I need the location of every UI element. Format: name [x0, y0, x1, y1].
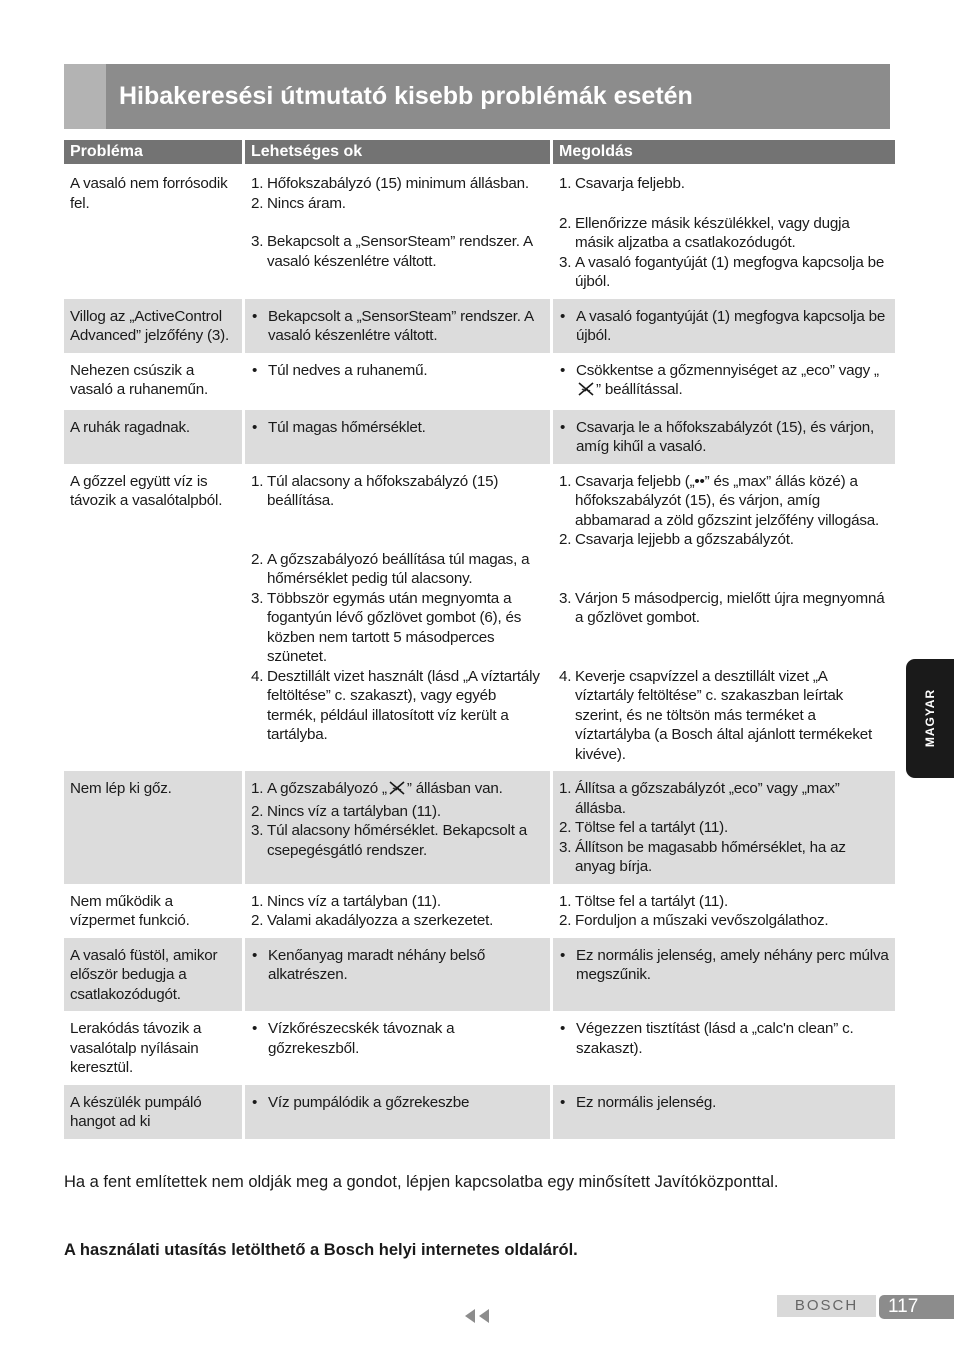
list-item	[251, 418, 544, 438]
page-title: Hibakeresési útmutató kisebb problémák esetén	[119, 82, 693, 110]
item-number: 3.	[559, 253, 572, 271]
item-number: 1.	[559, 472, 572, 490]
item-text: Ellenőrizze másik készülékkel, vagy dugja másik aljzatba a csatlakozódugót.	[575, 214, 850, 251]
language-tab	[906, 659, 954, 778]
item-text: Állítson be magasabb hőmérséklet, ha az anyag bírja.	[575, 838, 846, 875]
item-number: 1.	[559, 892, 572, 910]
crossed-steam-icon	[387, 780, 407, 802]
item-number: 1.	[251, 780, 264, 797]
list-item	[251, 550, 544, 589]
table-row	[64, 1085, 895, 1139]
cause-cell	[245, 938, 550, 1012]
table-row	[64, 464, 895, 772]
table-row	[64, 771, 895, 884]
item-text: A gőzszabályozó beállítása túl magas, a hőmérséklet pedig túl alacsony.	[267, 550, 530, 587]
item-text: Túl magas hőmérséklet.	[268, 418, 426, 436]
problem-text: Nem működik a vízpermet funkció.	[70, 892, 190, 929]
item-text: Nincs víz a tartályban (11).	[267, 892, 441, 910]
item-number: 2.	[251, 802, 264, 820]
table-row	[64, 938, 895, 1012]
bullet: •	[560, 946, 566, 964]
list-item	[251, 892, 544, 912]
list-item	[559, 174, 889, 194]
item-text: Túl alacsony a hőfokszabályzó (15) beállítása.	[267, 472, 499, 509]
item-text: Csavarja feljebb.	[575, 175, 685, 192]
list-item	[559, 361, 889, 403]
problem-text: A ruhák ragadnak.	[70, 418, 190, 436]
item-text: Töltse fel a tartályt (11).	[575, 819, 729, 836]
list-item	[559, 472, 889, 531]
bullet: •	[252, 361, 258, 379]
list-item	[251, 472, 544, 511]
item-text: Nincs víz a tartályban (11).	[267, 802, 441, 820]
item-text	[576, 361, 889, 403]
solution-cell	[553, 938, 895, 1012]
item-text: Kenőanyag maradt néhány belső alkatrészen.	[268, 946, 486, 983]
brand-label: BOSCH	[777, 1295, 876, 1317]
list-item	[251, 1019, 544, 1058]
problem-cell	[64, 464, 242, 772]
item-number: 1.	[559, 175, 572, 192]
problem-text: A vasaló nem forrósodik fel.	[70, 175, 228, 212]
problem-cell	[64, 164, 242, 299]
table-row	[64, 1011, 895, 1085]
item-number: 4.	[559, 667, 572, 685]
problem-text: A vasaló füstöl, amikor először bedugja a csatlakozódugót.	[70, 946, 218, 1003]
cause-cell	[245, 464, 550, 772]
bullet: •	[560, 1020, 566, 1037]
table-row	[64, 353, 895, 410]
problem-text: A készülék pumpáló hangot ad ki	[70, 1093, 202, 1130]
item-text-part: ” állásban van.	[406, 780, 503, 797]
item-text: Keverje csapvízzel a desztillált vizet „A víztartály feltöltése” c. szakaszban leírtak szerint, és ne töltsön más terméket a víztartályba (a Bosch által ajánlott termékeket kivéve).	[575, 667, 873, 763]
problem-text: Nehezen csúszik a vasaló a ruhaneműn.	[70, 361, 209, 398]
item-number: 2.	[559, 531, 572, 548]
list-item	[251, 194, 544, 214]
bullet: •	[252, 418, 258, 436]
item-number: 3.	[559, 589, 572, 607]
list-item	[251, 1093, 544, 1113]
solution-cell	[553, 464, 895, 772]
list-item	[251, 589, 544, 667]
problem-cell	[64, 1085, 242, 1139]
title-accent	[64, 64, 106, 129]
cause-cell	[245, 1085, 550, 1139]
bullet: •	[252, 1020, 258, 1037]
bullet: •	[560, 361, 566, 379]
troubleshooting-table	[61, 140, 898, 1139]
item-number: 2.	[251, 550, 264, 568]
list-item	[559, 892, 889, 912]
download-note: A használati utasítás letölthető a Bosch helyi internetes oldaláról.	[64, 1241, 578, 1259]
bullet: •	[252, 946, 258, 964]
cause-cell	[245, 771, 550, 884]
item-number: 2.	[559, 912, 572, 929]
item-text: Desztillált vizet használt (lásd „A víztartály feltöltése” c. szakaszt), vagy egyéb termék, például illatosított víz került a tartályba.	[267, 667, 540, 743]
bullet: •	[560, 1093, 566, 1111]
list-item	[559, 253, 889, 292]
list-item	[559, 1093, 889, 1113]
solution-cell	[553, 299, 895, 353]
problem-cell	[64, 353, 242, 410]
table-row	[64, 164, 895, 299]
item-text: Végezzen tisztítást (lásd a „calc'n clean” c. szakaszt).	[576, 1020, 854, 1057]
list-item	[251, 174, 544, 194]
item-text: A vasaló fogantyúját (1) megfogva kapcsolja be újból.	[576, 307, 886, 344]
cause-cell	[245, 299, 550, 353]
list-item	[559, 818, 889, 838]
problem-cell	[64, 771, 242, 884]
item-text: Töltse fel a tartályt (11).	[575, 892, 729, 910]
solution-cell	[553, 353, 895, 410]
list-item	[251, 232, 544, 271]
table-header-row	[64, 140, 895, 164]
item-text: Nincs áram.	[267, 194, 346, 212]
list-item	[559, 1019, 889, 1058]
item-text: Bekapcsolt a „SensorSteam” rendszer. A vasaló készenlétre váltott.	[267, 233, 533, 270]
list-item	[251, 946, 544, 985]
list-item	[559, 779, 889, 818]
problem-cell	[64, 938, 242, 1012]
column-header-problem: Probléma	[64, 140, 242, 164]
item-number: 2.	[559, 214, 572, 232]
problem-text: A gőzzel együtt víz is távozik a vasalótalpból.	[70, 472, 223, 509]
crossed-steam-icon	[576, 381, 596, 403]
column-header-cause: Lehetséges ok	[245, 140, 550, 164]
list-item	[251, 667, 544, 745]
table-row	[64, 884, 895, 938]
item-text: A vasaló fogantyúját (1) megfogva kapcsolja be újból.	[575, 253, 885, 290]
list-item	[251, 821, 544, 860]
problem-text: Lerakódás távozik a vasalótalp nyílásain keresztül.	[70, 1020, 202, 1076]
item-text: Ez normális jelenség.	[576, 1093, 717, 1111]
list-item	[251, 802, 544, 822]
list-item	[559, 418, 889, 457]
bullet: •	[252, 1093, 258, 1111]
item-number: 3.	[251, 233, 264, 250]
item-text-part: A gőzszabályozó „	[267, 780, 387, 797]
item-number: 3.	[251, 822, 264, 839]
problem-cell	[64, 410, 242, 464]
item-text: Bekapcsolt a „SensorSteam” rendszer. A vasaló készenlétre váltott.	[268, 307, 534, 344]
bullet: •	[560, 418, 566, 436]
item-number: 3.	[251, 589, 264, 607]
solution-cell	[553, 1011, 895, 1085]
item-number: 1.	[251, 472, 264, 490]
item-text-part: ” beállítással.	[596, 381, 683, 398]
page-number: 117	[879, 1295, 954, 1319]
bullet: •	[252, 307, 258, 325]
problem-cell	[64, 1011, 242, 1085]
list-item	[559, 307, 889, 346]
list-item	[251, 307, 544, 346]
solution-cell	[553, 884, 895, 938]
list-item	[251, 911, 544, 931]
list-item	[251, 361, 544, 381]
table-row	[64, 299, 895, 353]
cause-cell	[245, 884, 550, 938]
cause-cell	[245, 353, 550, 410]
item-text: Ez normális jelenség, amely néhány perc múlva megszűnik.	[576, 946, 889, 983]
list-item	[559, 530, 889, 550]
item-text: Csavarja lejjebb a gőzszabályzót.	[575, 531, 794, 548]
item-text: Hőfokszabályzó (15) minimum állásban.	[267, 175, 529, 192]
column-header-solution: Megoldás	[553, 140, 895, 164]
item-text: Túl alacsony hőmérséklet. Bekapcsolt a csepegésgátló rendszer.	[267, 822, 527, 859]
solution-cell	[553, 164, 895, 299]
item-text: Vízkőrészecskék távoznak a gőzrekeszből.	[268, 1020, 455, 1057]
contact-service-note: Ha a fent említettek nem oldják meg a gondot, lépjen kapcsolatba egy minősített Javítóközponttal.	[64, 1173, 779, 1191]
list-item	[559, 667, 889, 765]
problem-cell	[64, 299, 242, 353]
list-item	[559, 214, 889, 253]
item-text: Várjon 5 másodpercig, mielőtt újra megnyomná a gőzlövet gombot.	[575, 589, 885, 626]
item-text: Túl nedves a ruhanemű.	[268, 361, 428, 379]
solution-cell	[553, 410, 895, 464]
problem-cell	[64, 884, 242, 938]
list-item	[251, 779, 544, 802]
item-text: Többször egymás után megnyomta a fogantyún lévő gőzlövet gombot (6), és közben nem tartott 5 másodperces szünetet.	[267, 589, 522, 665]
solution-cell	[553, 1085, 895, 1139]
title-bar	[64, 64, 890, 129]
item-number: 4.	[251, 667, 264, 685]
item-text-part: Csökkentse a gőzmennyiséget az „eco” vagy „	[576, 361, 879, 379]
language-tab-label: MAGYAR	[923, 688, 937, 748]
item-text: Valami akadályozza a szerkezetet.	[267, 912, 494, 929]
item-text: Forduljon a műszaki vevőszolgálathoz.	[575, 912, 829, 929]
item-number: 1.	[559, 780, 572, 797]
item-text: Csavarja le a hőfokszabályzót (15), és várjon, amíg kihűl a vasaló.	[576, 418, 875, 455]
problem-text: Nem lép ki gőz.	[70, 780, 172, 797]
item-text: Csavarja feljebb („••” és „max” állás közé) a hőfokszabályzót (15), és várjon, amíg abbamarad a zöld gőzszint jelzőfény villogása.	[575, 472, 880, 529]
item-number: 1.	[251, 175, 264, 192]
list-item	[559, 911, 889, 931]
list-item	[559, 838, 889, 877]
cause-cell	[245, 1011, 550, 1085]
table-row	[64, 410, 895, 464]
item-number: 3.	[559, 838, 572, 856]
cause-cell	[245, 410, 550, 464]
item-number: 1.	[251, 892, 264, 910]
list-item	[559, 946, 889, 985]
item-text: Víz pumpálódik a gőzrekeszbe	[268, 1093, 470, 1111]
item-text: Állítsa a gőzszabályzót „eco” vagy „max” állásba.	[575, 780, 840, 817]
problem-text: Villog az „ActiveControl Advanced” jelzőfény (3).	[70, 307, 229, 344]
item-number: 2.	[251, 194, 264, 212]
item-number: 2.	[251, 912, 264, 929]
solution-cell	[553, 771, 895, 884]
double-left-arrow-icon[interactable]	[463, 1307, 491, 1325]
cause-cell	[245, 164, 550, 299]
bullet: •	[560, 307, 566, 325]
list-item	[559, 589, 889, 628]
item-number: 2.	[559, 819, 572, 836]
item-text	[267, 779, 503, 802]
